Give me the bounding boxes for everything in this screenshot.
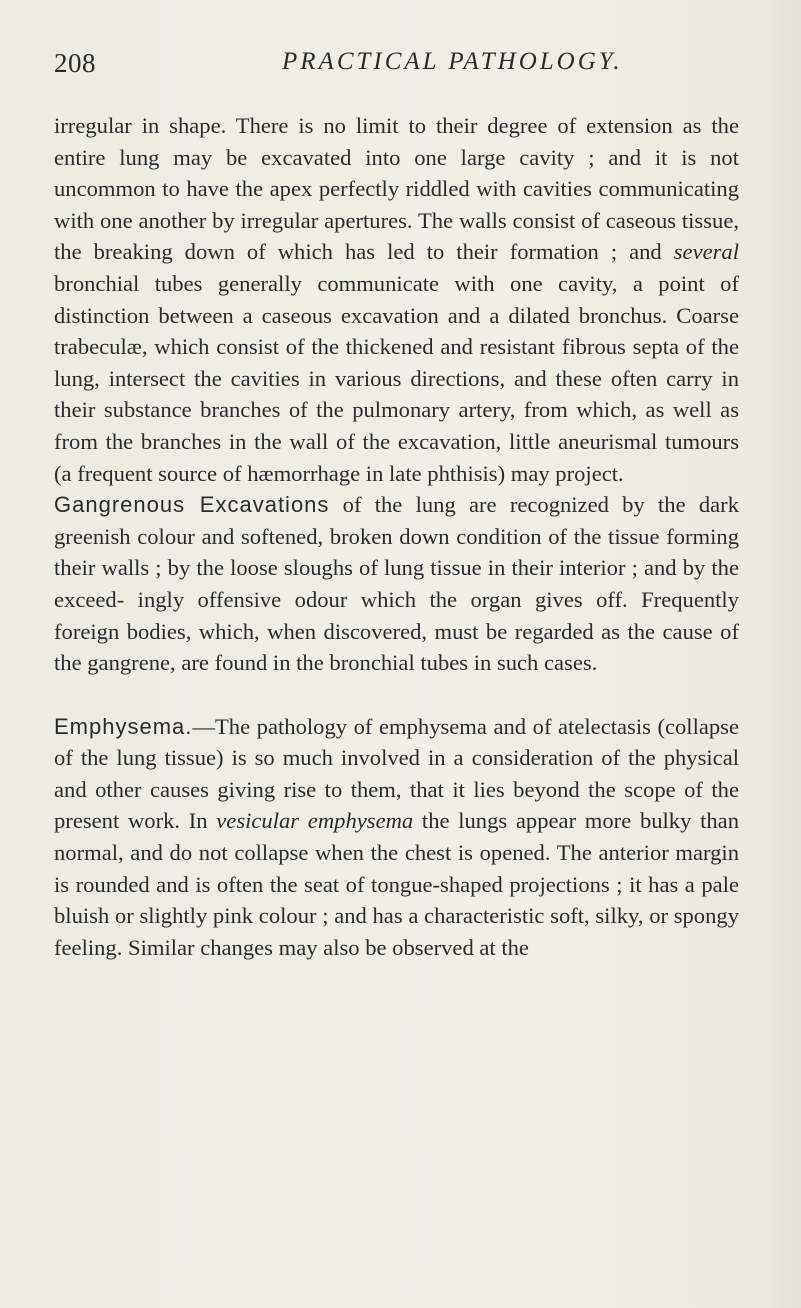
para1-italic-several: several [673, 239, 739, 265]
paragraph-cavities [54, 110, 739, 489]
page-number: 208 [54, 48, 96, 78]
para1-seg0: irregular in shape. There is no limit to their degree of extension as the entire lung may be excavated into one large cavity ; and it is not uncommon to have the apex perfectly riddled with cavities communicating with one another by irregular apertures. The walls consist of caseous tissue, the breaking down of which has led to their formation ; and [54, 113, 739, 265]
para1-seg2: bronchial tubes generally communicate with one cavity, a point of distinction between a caseous excavation and a dilated bronchus. Coarse trabeculæ, which consist of the thickened and resistant fibrous septa of the lung, intersect the cavities in various directions, and these often carry in their substance branches of the pulmonary artery, from which, as well as from the branches in the wall of the excavation, little aneurismal tumours (a frequent source of hæmorrhage in late phthisis) may project. [54, 270, 739, 486]
paragraph-emphysema [54, 711, 739, 964]
para3-seg2: the lungs appear more bulky than normal, and do not collapse when the chest is opened. The anterior margin is rounded and is often the seat of tongue-shaped projections ; it has a pale bluish or slightly pink colour ; and has a characteristic soft, silky, or spongy feeling. Similar changes may also be observed at the [54, 808, 740, 960]
section-heading-emphysema: Emphysema. [54, 713, 193, 739]
running-title: PRACTICAL PATHOLOGY. [282, 48, 623, 75]
section-heading-gangrenous: Gangrenous Excavations [54, 492, 330, 518]
paragraph-gangrenous [54, 489, 739, 679]
para3-italic-vesicular: vesicular emphysema [216, 808, 414, 834]
para2-seg0: of the lung are recognized by the dark greenish colour and softened, broken down condition of the tissue forming their walls ; by the loose sloughs of lung tissue in their interior ; and by the exceed- ingly offensive odour which the organ gives off. Frequently foreign bodies, which, when discovered, must be regarded as the cause of the gangrene, are found in the bronchial tubes in such cases. [54, 492, 739, 676]
para3-seg0: —The pathology of emphysema and of atelectasis (collapse of the lung tissue) is so much involved in a consideration of the physical and other causes giving rise to them, that it lies beyond the scope of the present work. In [54, 713, 739, 834]
running-head [54, 48, 739, 88]
body-text [54, 110, 739, 963]
